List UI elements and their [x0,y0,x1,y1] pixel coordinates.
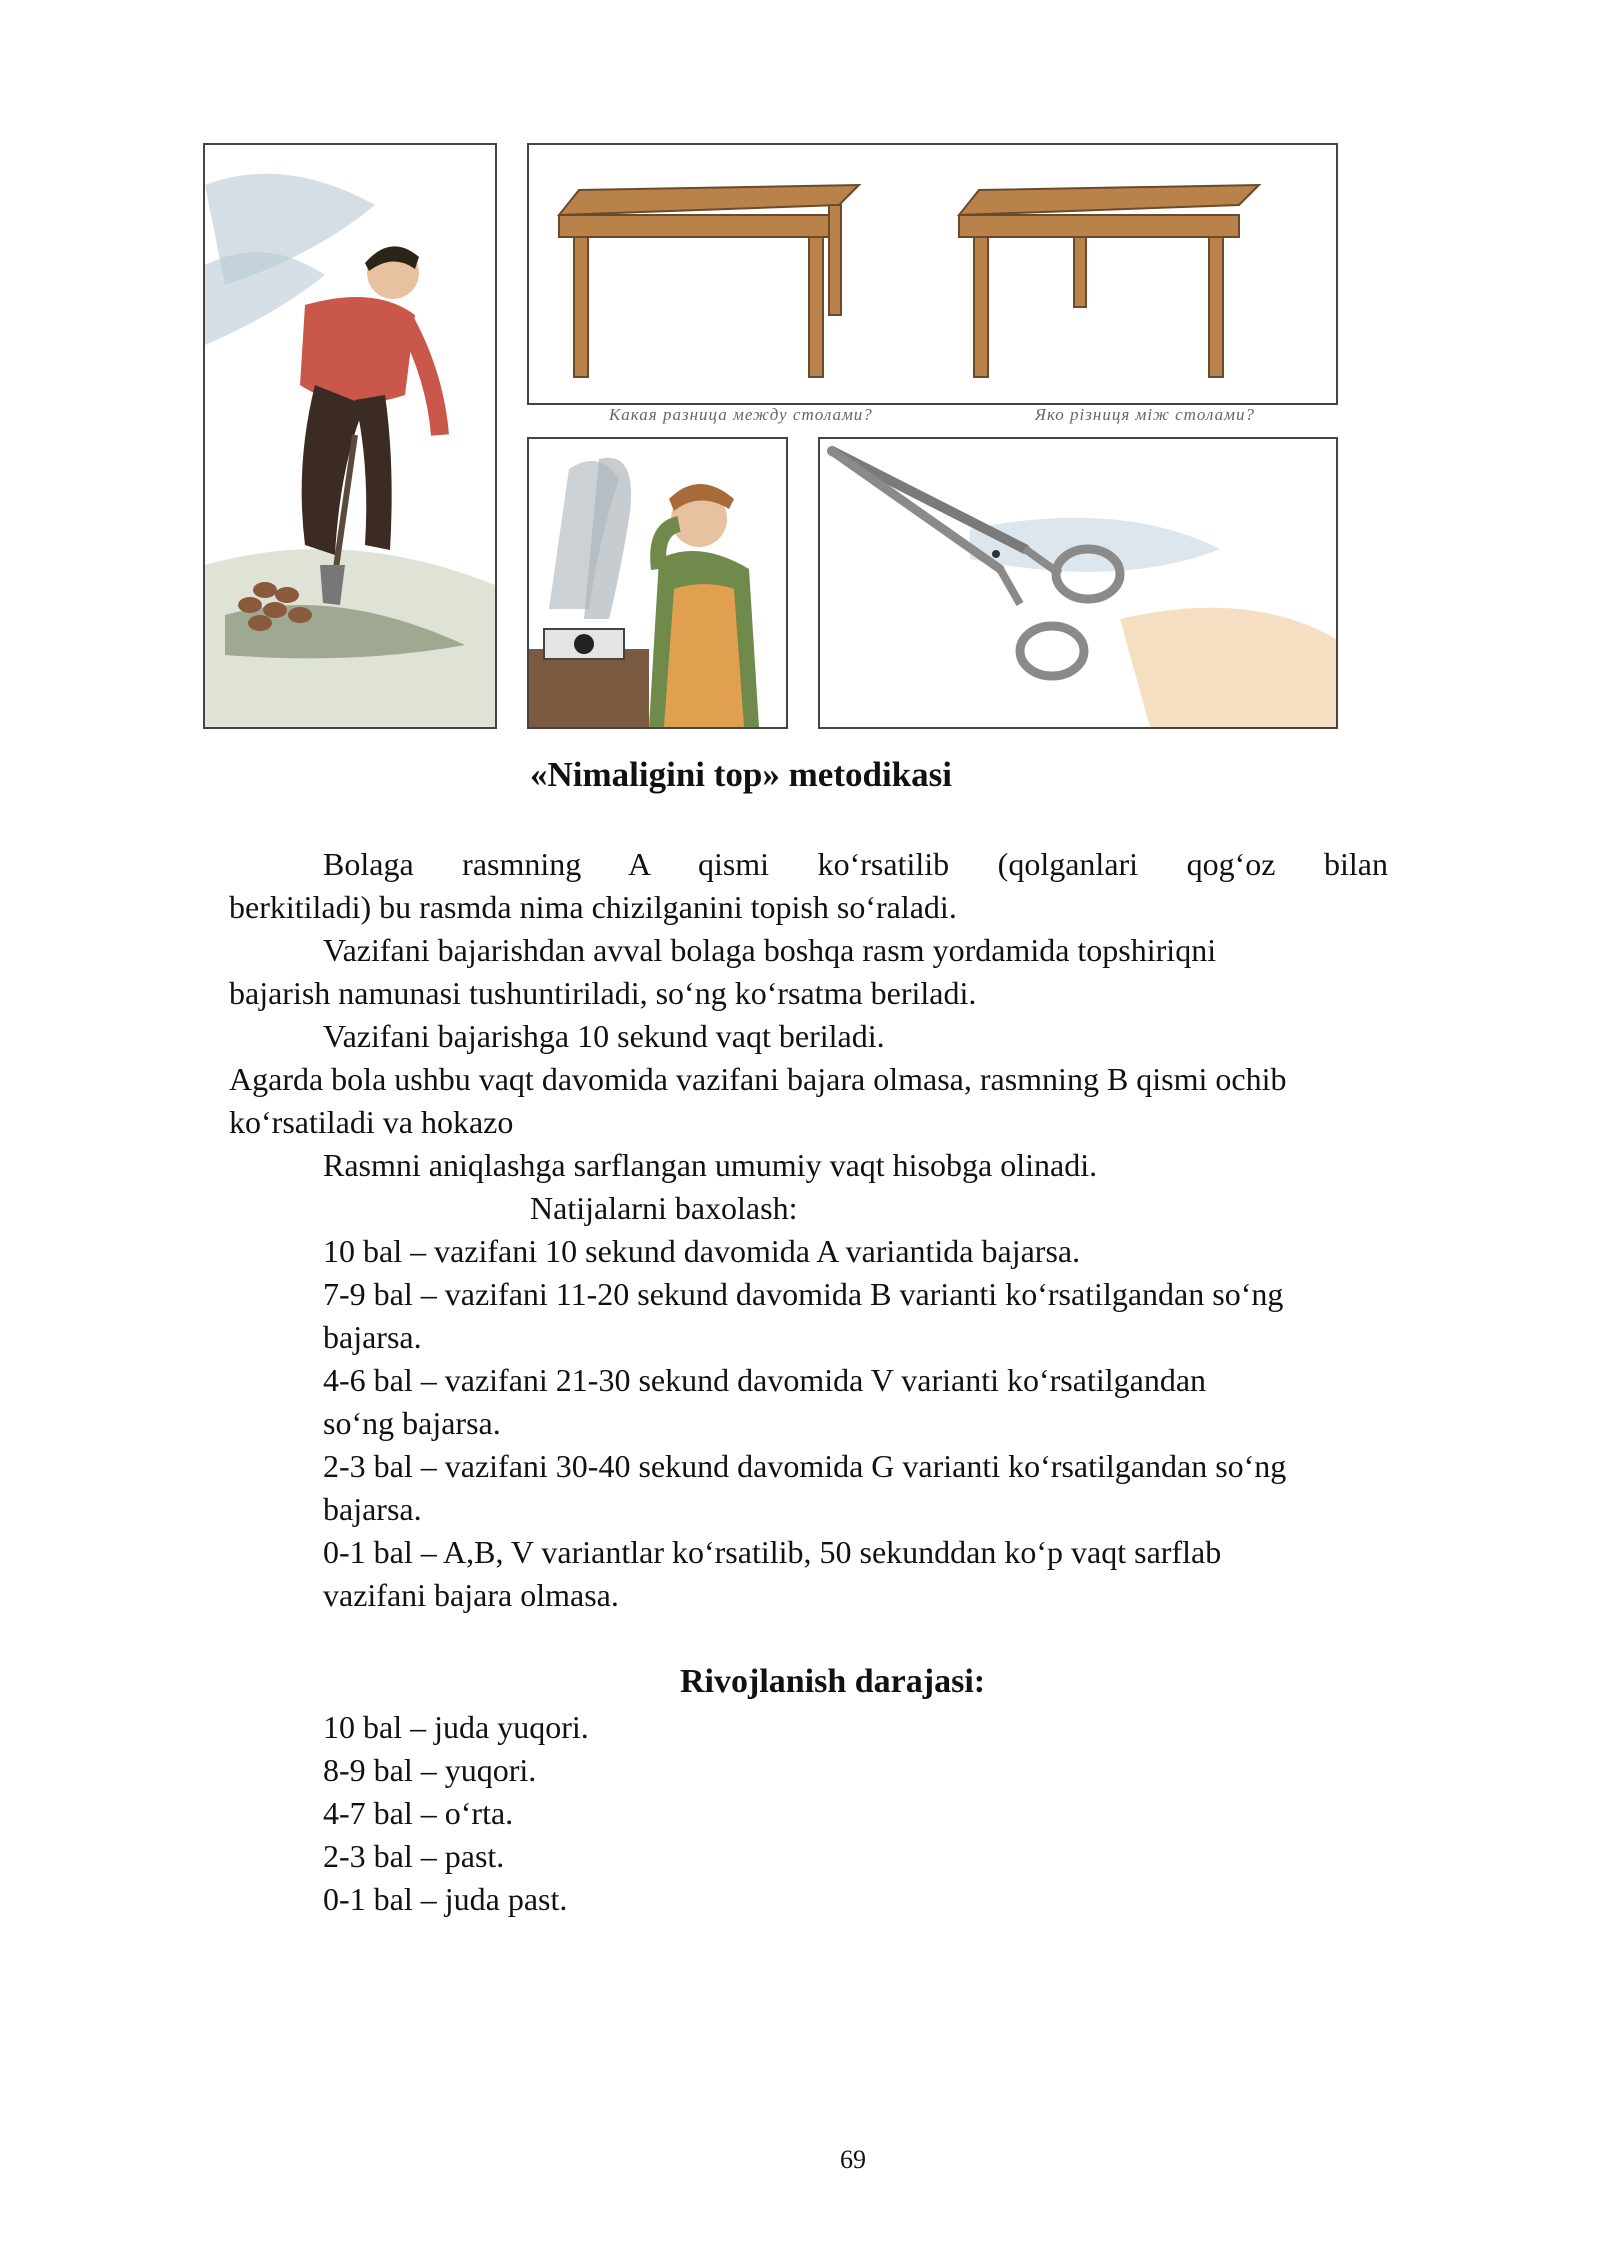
levels-heading: Rivojlanish darajasi: [680,1663,986,1700]
page-number: 69 [840,2145,866,2174]
scoring-item-4-line-2: bajarsa. [323,1491,422,1527]
level-item: 10 bal – juda yuqori. [323,1709,589,1745]
paragraph-3: Vazifani bajarishga 10 sekund vaqt beriladi. [323,1018,885,1054]
scoring-item-3-line-2: so‘ng bajarsa. [323,1405,501,1441]
scoring-item-4-line-1: 2-3 bal – vazifani 30-40 sekund davomida G varianti ko‘rsatilgandan so‘ng [323,1448,1287,1484]
scoring-item-3-line-1: 4-6 bal – vazifani 21-30 sekund davomida V varianti ko‘rsatilgandan [323,1362,1207,1398]
level-item: 0-1 bal – juda past. [323,1881,568,1917]
scoring-item-5-line-2: vazifani bajara olmasa. [323,1577,619,1613]
paragraph-5: Rasmni aniqlashga sarflangan umumiy vaqt hisobga olinadi. [323,1147,1098,1183]
level-item: 2-3 bal – past. [323,1838,505,1874]
illustration-digging-man [203,143,497,729]
scoring-item-2-line-1: 7-9 bal – vazifani 11-20 sekund davomida B varianti ko‘rsatilgandan so‘ng [323,1276,1284,1312]
table-captions [528,405,1336,435]
illustration-scissors [818,437,1338,729]
caption-ukrainian: Яко різниця між столами? [1034,405,1255,424]
paragraph-1-line-1: Bolaga rasmning A qismi ko‘rsatilib (qolganlari qog‘oz bilan [323,846,1388,882]
paragraph-4-line-2: ko‘rsatiladi va hokazo [229,1104,514,1140]
paragraph-2-line-2: bajarish namunasi tushuntiriladi, so‘ng ko‘rsatma beriladi. [229,975,977,1011]
level-item: 4-7 bal – o‘rta. [323,1795,514,1831]
caption-russian: Какая разница между столами? [608,405,873,424]
paragraph-4-line-1: Agarda bola ushbu vaqt davomida vazifani bajara olmasa, rasmning B qismi ochib [229,1061,1287,1097]
scoring-item-5-line-1: 0-1 bal – A,B, V variantlar ko‘rsatilib, 50 sekunddan ko‘p vaqt sarflab [323,1534,1222,1570]
paragraph-2-line-1: Vazifani bajarishdan avval bolaga boshqa rasm yordamida topshiriqni [323,932,1217,968]
page-title: «Nimaligini top» metodikasi [530,755,952,794]
paragraph-1-line-2: berkitiladi) bu rasmda nima chizilganini topish so‘raladi. [229,889,957,925]
scoring-item-1: 10 bal – vazifani 10 sekund davomida A variantida bajarsa. [323,1233,1081,1269]
scoring-heading: Natijalarni baxolash: [530,1190,798,1226]
scoring-item-2-line-2: bajarsa. [323,1319,422,1355]
illustration-girl-phone [527,437,788,729]
illustration-tables [527,143,1338,405]
level-item: 8-9 bal – yuqori. [323,1752,537,1788]
